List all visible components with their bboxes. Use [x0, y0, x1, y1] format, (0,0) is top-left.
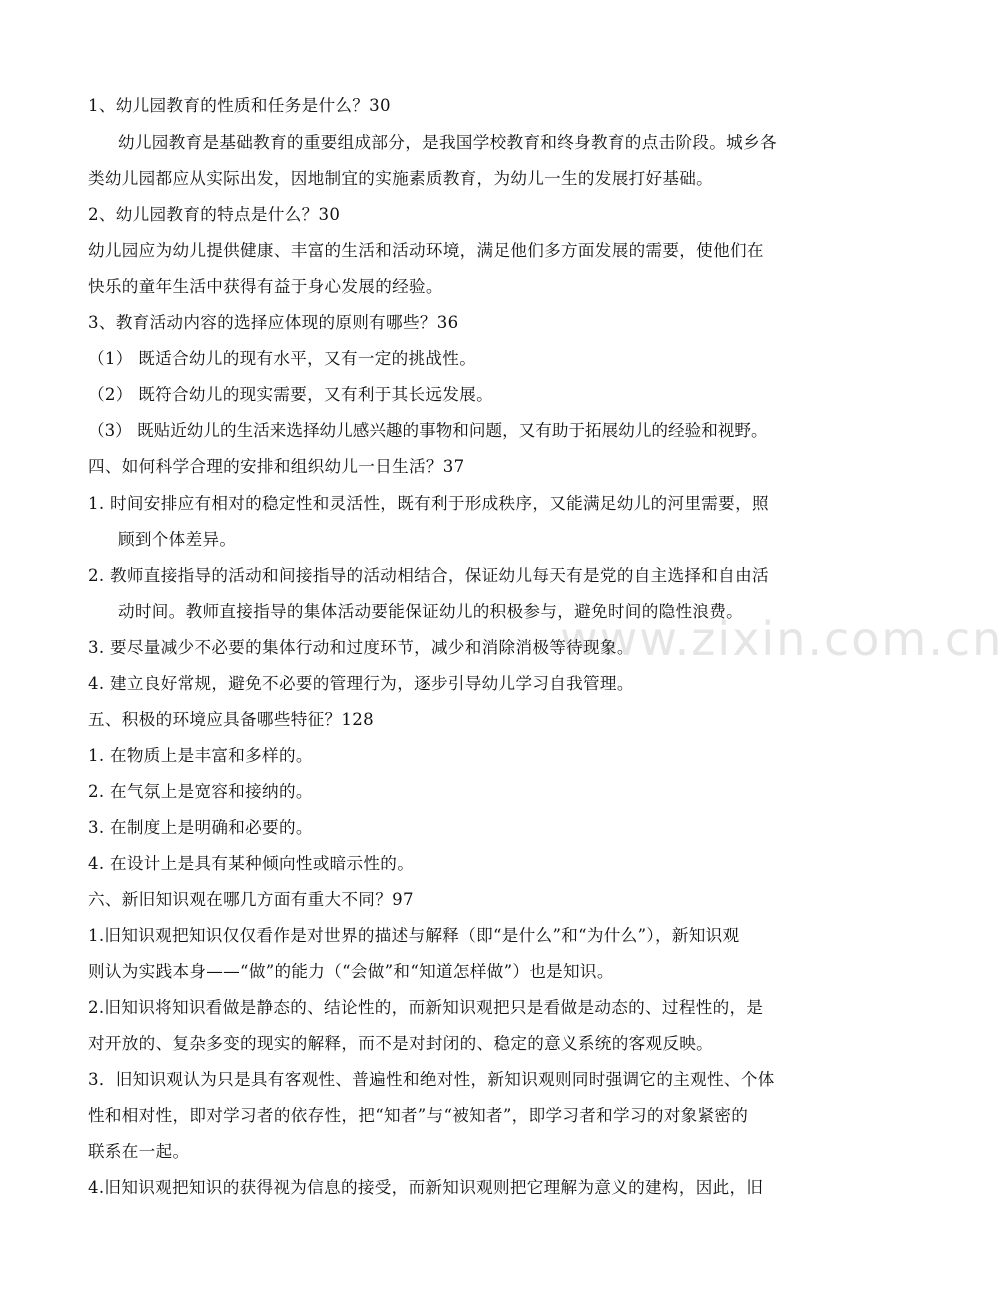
q2-answer-line: 幼儿园应为幼儿提供健康、丰富的生活和活动环境，满足他们多方面发展的需要，使他们在 [88, 241, 764, 260]
q4-heading: 四、如何科学合理的安排和组织幼儿一日生活？37 [88, 457, 465, 476]
q3-list-item: （2） 既符合幼儿的现实需要，又有利于其长远发展。 [88, 385, 493, 404]
watermark: www.zixin.com.cn [560, 612, 1003, 666]
q5-list-item: 3. 在制度上是明确和必要的。 [88, 818, 313, 837]
q1-answer-line: 类幼儿园都应从实际出发，因地制宜的实施素质教育，为幼儿一生的发展打好基础。 [88, 169, 714, 188]
q1-heading: 1、幼儿园教育的性质和任务是什么？30 [88, 96, 391, 115]
q5-heading: 五、积极的环境应具备哪些特征？128 [88, 710, 374, 729]
q4-list-item: 4. 建立良好常规，避免不必要的管理行为，逐步引导幼儿学习自我管理。 [88, 674, 634, 693]
q6-answer-line: 性和相对性，即对学习者的依存性，把“知者”与“被知者”，即学习者和学习的对象紧密的 [88, 1106, 749, 1125]
q5-list-item: 1. 在物质上是丰富和多样的。 [88, 746, 313, 765]
q1-answer-line: 幼儿园教育是基础教育的重要组成部分，是我国学校教育和终身教育的点击阶段。城乡各 [118, 133, 777, 152]
q6-answer-line: 1.旧知识观把知识仅仅看作是对世界的描述与解释（即“是什么”和“为什么”），新知识观 [88, 926, 740, 945]
q6-answer-line: 联系在一起。 [88, 1142, 190, 1161]
q6-heading: 六、新旧知识观在哪几方面有重大不同？97 [88, 890, 414, 909]
q4-list-item: 1. 时间安排应有相对的稳定性和灵活性，既有利于形成秩序，又能满足幼儿的河里需要，照 [88, 494, 769, 513]
q5-list-item: 2. 在气氛上是宽容和接纳的。 [88, 782, 313, 801]
q4-list-item-continued: 动时间。教师直接指导的集体活动要能保证幼儿的积极参与，避免时间的隐性浪费。 [118, 602, 744, 621]
q3-heading: 3、教育活动内容的选择应体现的原则有哪些？36 [88, 313, 459, 332]
q6-answer-line: 则认为实践本身——“做”的能力（“会做”和“知道怎样做”）也是知识。 [88, 962, 614, 981]
q5-list-item: 4. 在设计上是具有某种倾向性或暗示性的。 [88, 854, 415, 873]
q6-answer-line: 对开放的、复杂多变的现实的解释，而不是对封闭的、稳定的意义系统的客观反映。 [88, 1034, 714, 1053]
q4-list-item-continued: 顾到个体差异。 [118, 530, 237, 549]
q2-heading: 2、幼儿园教育的特点是什么？30 [88, 205, 341, 224]
q3-list-item: （3） 既贴近幼儿的生活来选择幼儿感兴趣的事物和问题，又有助于拓展幼儿的经验和视野。 [88, 421, 768, 440]
q6-answer-line: 3．旧知识观认为只是具有客观性、普遍性和绝对性，新知识观则同时强调它的主观性、个体 [88, 1070, 775, 1089]
q4-list-item: 3. 要尽量减少不必要的集体行动和过度环节，减少和消除消极等待现象。 [88, 638, 634, 657]
q6-answer-line: 2.旧知识将知识看做是静态的、结论性的，而新知识观把只是看做是动态的、过程性的，是 [88, 998, 764, 1017]
q4-list-item: 2. 教师直接指导的活动和间接指导的活动相结合，保证幼儿每天有是党的自主选择和自由活 [88, 566, 769, 585]
q2-answer-line: 快乐的童年生活中获得有益于身心发展的经验。 [88, 277, 443, 296]
q3-list-item: （1） 既适合幼儿的现有水平，又有一定的挑战性。 [88, 349, 477, 368]
q6-answer-line: 4.旧知识观把知识的获得视为信息的接受，而新知识观则把它理解为意义的建构，因此，旧 [88, 1178, 764, 1197]
